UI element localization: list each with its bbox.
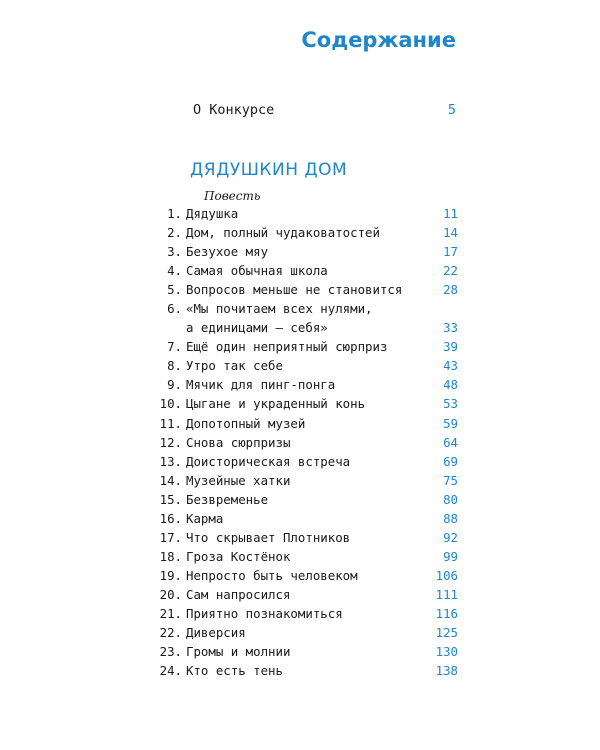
- toc-page-number: 59: [443, 415, 458, 431]
- chapter-title: Приятно познакомиться: [186, 605, 343, 621]
- chapter-title: Мячик для пинг-понга: [186, 377, 336, 393]
- toc-entry[interactable]: [155, 280, 458, 299]
- chapter-title: Допотопный музей: [186, 415, 306, 431]
- toc-entry-title: О Конкурсе: [193, 102, 275, 118]
- chapter-number: 6.: [167, 301, 182, 317]
- chapter-title: Вопросов меньше не становится: [186, 282, 403, 298]
- toc-entry[interactable]: [155, 547, 458, 566]
- chapter-number: 20.: [159, 586, 182, 602]
- chapter-title: Безвременье: [186, 491, 269, 507]
- toc-entry[interactable]: [155, 223, 458, 242]
- section-subtitle: Повесть: [204, 189, 261, 203]
- toc-entry[interactable]: [155, 337, 458, 356]
- chapter-number: 9.: [167, 377, 182, 393]
- toc-page-number: 39: [443, 339, 458, 355]
- toc-entry[interactable]: [155, 528, 458, 547]
- chapter-title: Утро так себе: [186, 358, 283, 374]
- chapter-title: Доисторическая встреча: [186, 453, 351, 469]
- chapter-title: Музейные хатки: [186, 472, 291, 488]
- chapter-title: Кто есть тень: [186, 663, 283, 679]
- toc-entry[interactable]: [155, 585, 458, 604]
- chapter-list: [155, 204, 458, 680]
- toc-page-number: 138: [435, 663, 458, 679]
- toc-entry[interactable]: [155, 414, 458, 433]
- chapter-title: Ещё один неприятный сюрприз: [186, 339, 388, 355]
- chapter-number: 3.: [167, 244, 182, 260]
- chapter-number: 14.: [159, 472, 182, 488]
- toc-page-number: 130: [435, 644, 458, 660]
- toc-entry[interactable]: [155, 604, 458, 623]
- chapter-number: 18.: [159, 548, 182, 564]
- chapter-number: 21.: [159, 605, 182, 621]
- chapter-title: Дом, полный чудаковатостей: [186, 225, 380, 241]
- chapter-number: 19.: [159, 567, 182, 583]
- chapter-number: 23.: [159, 644, 182, 660]
- chapter-title: Что скрывает Плотников: [186, 529, 351, 545]
- toc-entry[interactable]: [155, 204, 458, 223]
- toc-page-number: 88: [443, 510, 458, 526]
- toc-page-number: 64: [443, 434, 458, 450]
- chapter-number: 12.: [159, 434, 182, 450]
- toc-page-number: 48: [443, 377, 458, 393]
- chapter-number: 1.: [167, 206, 182, 221]
- chapter-title: Карма: [186, 510, 224, 526]
- toc-page-number: 43: [443, 358, 458, 374]
- chapter-title: Диверсия: [186, 625, 246, 641]
- toc-entry[interactable]: [155, 261, 458, 280]
- toc-entry[interactable]: [155, 452, 458, 471]
- chapter-number: 4.: [167, 263, 182, 279]
- toc-page-number: 106: [435, 567, 458, 583]
- chapter-number: 10.: [159, 396, 182, 412]
- chapter-number: 5.: [167, 282, 182, 298]
- chapter-number: 7.: [167, 339, 182, 355]
- chapter-title: Безухое мяу: [186, 244, 269, 260]
- toc-entry[interactable]: [155, 433, 458, 452]
- toc-entry-intro[interactable]: [193, 102, 456, 118]
- toc-page-number: 116: [435, 605, 458, 621]
- chapter-title: Сам напросился: [186, 586, 291, 602]
- chapter-number: 8.: [167, 358, 182, 374]
- toc-page-number: 80: [443, 491, 458, 507]
- chapter-title: «Мы почитаем всех нулями,: [186, 301, 373, 317]
- chapter-title-continuation: а единицами — себя»: [186, 320, 328, 336]
- chapter-title: Самая обычная школа: [186, 263, 328, 279]
- section-title: ДЯДУШКИН ДОМ: [190, 160, 348, 180]
- page-title: Содержание: [301, 28, 456, 52]
- toc-entry[interactable]: [155, 394, 458, 413]
- chapter-number: 17.: [159, 529, 182, 545]
- toc-entry[interactable]: [155, 490, 458, 509]
- toc-page-number: 125: [435, 625, 458, 641]
- chapter-title: Непросто быть человеком: [186, 567, 358, 583]
- chapter-number: 2.: [167, 225, 182, 241]
- toc-page-number: 28: [443, 282, 458, 298]
- chapter-title: Дядушка: [186, 206, 239, 221]
- toc-page-number: 69: [443, 453, 458, 469]
- toc-page-number: 99: [443, 548, 458, 564]
- toc-entry[interactable]: [155, 661, 458, 680]
- toc-page-number: 75: [443, 472, 458, 488]
- chapter-number: 11.: [159, 415, 182, 431]
- toc-page-number: 22: [443, 263, 458, 279]
- toc-page-number: 17: [443, 244, 458, 260]
- toc-entry[interactable]: [155, 375, 458, 394]
- toc-entry[interactable]: [155, 356, 458, 375]
- chapter-number: 22.: [159, 625, 182, 641]
- chapter-number: 16.: [159, 510, 182, 526]
- toc-page-number: 33: [443, 320, 458, 336]
- chapter-title: Снова сюрпризы: [186, 434, 291, 450]
- toc-page-number: 92: [443, 529, 458, 545]
- toc-entry[interactable]: [155, 509, 458, 528]
- chapter-title: Цыгане и украденный конь: [186, 396, 366, 412]
- chapter-number: 24.: [159, 663, 182, 679]
- chapter-title: Громы и молнии: [186, 644, 291, 660]
- chapter-title: Гроза Костёнок: [186, 548, 291, 564]
- toc-page-number: 11: [443, 206, 458, 221]
- toc-entry[interactable]: [155, 623, 458, 642]
- toc-entry[interactable]: [155, 471, 458, 490]
- toc-entry-continuation[interactable]: [155, 318, 458, 337]
- toc-entry[interactable]: [155, 299, 458, 318]
- chapter-number: 13.: [159, 453, 182, 469]
- toc-page-number: 5: [447, 102, 456, 118]
- chapter-number: 15.: [159, 491, 182, 507]
- toc-entry[interactable]: [155, 642, 458, 661]
- toc-page-number: 53: [443, 396, 458, 412]
- toc-entry[interactable]: [155, 566, 458, 585]
- toc-entry[interactable]: [155, 242, 458, 261]
- toc-page-number: 111: [435, 586, 458, 602]
- toc-page-number: 14: [443, 225, 458, 241]
